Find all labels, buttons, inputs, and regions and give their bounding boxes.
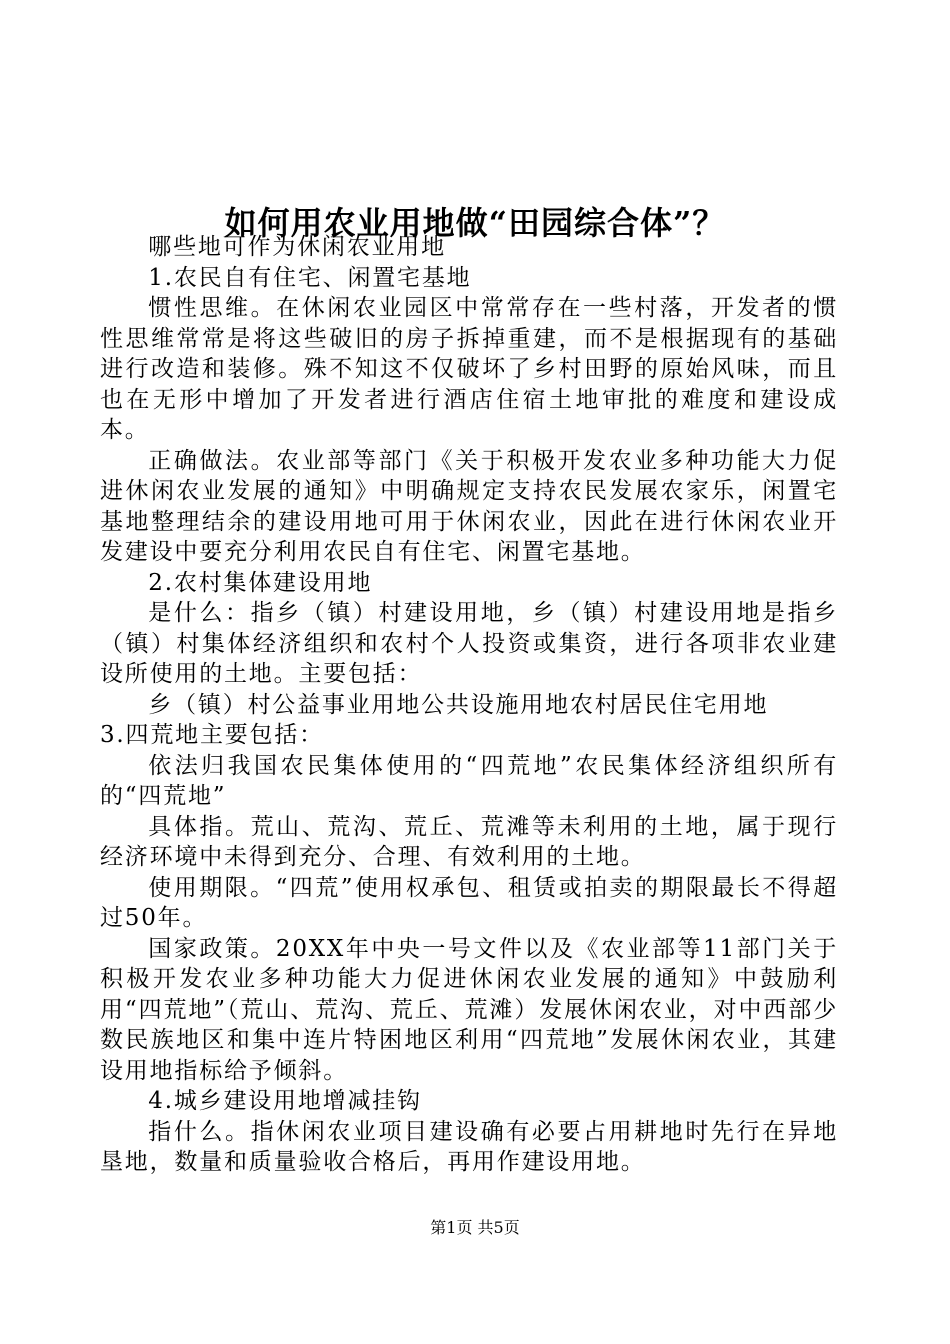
paragraph: 哪些地可作为休闲农业用地 xyxy=(148,234,446,260)
paragraph: 是什么：指乡（镇）村建设用地，乡（镇）村建设用地是指乡（镇）村集体经济组织和农村个人投资或集资，进行各项非农业建设所使用的土地。主要包括： xyxy=(100,600,838,687)
paragraph: 具体指。荒山、荒沟、荒丘、荒滩等未利用的土地，属于现行经济环境中未得到充分、合理、有效利用的土地。 xyxy=(100,813,838,870)
page-footer: 第1页 共5页 xyxy=(430,1218,520,1237)
paragraph: 使用期限。“四荒”使用权承包、租赁或拍卖的期限最长不得超过50年。 xyxy=(100,874,838,931)
paragraph: 指什么。指休闲农业项目建设确有必要占用耕地时先行在异地垦地，数量和质量验收合格后，再用作建设用地。 xyxy=(100,1118,838,1175)
section-heading: 3.四荒地主要包括： xyxy=(100,722,324,748)
paragraph: 乡（镇）村公益事业用地公共设施用地农村居民住宅用地 xyxy=(148,691,769,718)
paragraph: 正确做法。农业部等部门《关于积极开发农业多种功能大力促进休闲农业发展的通知》中明确规定支持农民发展农家乐，闲置宅基地整理结余的建设用地可用于休闲农业，因此在进行休闲农业开发建设中要充分利用农民自有住宅、闲置宅基地。 xyxy=(100,447,838,565)
paragraph: 依法归我国农民集体使用的“四荒地”农民集体经济组织所有的“四荒地” xyxy=(100,752,838,809)
section-heading: 4.城乡建设用地增减挂钩 xyxy=(148,1088,422,1114)
document-title: 如何用农业用地做“田园综合体”？ xyxy=(224,204,726,243)
paragraph: 惯性思维。在休闲农业园区中常常存在一些村落，开发者的惯性思维常常是将这些破旧的房子拆掉重建，而不是根据现有的基础进行改造和装修。殊不知这不仅破坏了乡村田野的原始风味，而且也在无形中增加了开发者进行酒店住宿土地审批的难度和建设成本。 xyxy=(100,295,838,443)
section-heading: 2.农村集体建设用地 xyxy=(148,569,373,596)
section-heading: 1.农民自有住宅、闲置宅基地 xyxy=(148,264,472,291)
document-body xyxy=(100,232,838,1178)
paragraph: 国家政策。20XX年中央一号文件以及《农业部等11部门关于积极开发农业多种功能大力促进休闲农业发展的通知》中鼓励利用“四荒地”（荒山、荒沟、荒丘、荒滩）发展休闲农业，对中西部少数民族地区和集中连片特困地区利用“四荒地”发展休闲农业，其建设用地指标给予倾斜。 xyxy=(100,935,838,1084)
